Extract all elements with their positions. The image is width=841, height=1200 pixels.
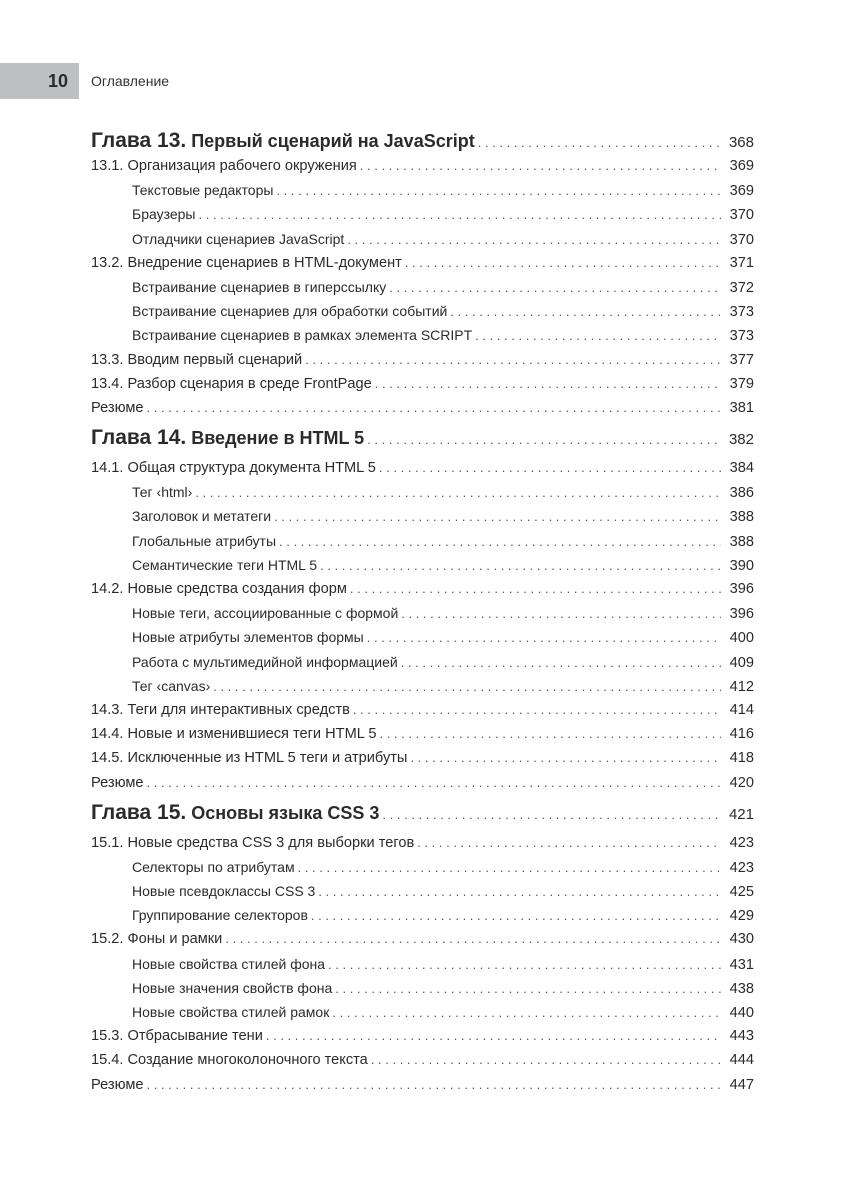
toc-sub-entry[interactable] <box>91 178 754 202</box>
chapter-title: Основы языка CSS 3 <box>191 802 380 823</box>
toc-section-entry[interactable] <box>91 1024 754 1048</box>
dot-leader <box>147 396 721 420</box>
page-header <box>0 63 400 99</box>
toc-section-entry[interactable] <box>91 1048 754 1072</box>
toc-entry-title: 14.4. Новые и изменившиеся теги HTML 5 <box>91 726 377 743</box>
toc-page-number: 386 <box>729 485 754 502</box>
toc-entry-title: Новые свойства стилей рамок <box>132 1004 330 1020</box>
toc-page-number: 369 <box>729 183 754 200</box>
toc-section-entry[interactable] <box>91 154 754 178</box>
toc-page-number: 379 <box>729 375 754 392</box>
toc-page-number: 447 <box>729 1076 754 1093</box>
toc-entry-title: Заголовок и метатеги <box>132 508 272 525</box>
toc-page-number: 440 <box>729 1005 754 1021</box>
toc-entry-title: Работа с мультимедийной информацией <box>132 653 398 670</box>
dot-leader <box>380 722 722 746</box>
dot-leader <box>367 626 721 650</box>
toc-entry-title: 15.4. Создание многоколоночного текста <box>91 1052 368 1069</box>
toc-sub-entry[interactable] <box>91 674 754 698</box>
toc-sub-entry[interactable] <box>91 1000 754 1024</box>
toc-sub-entry[interactable] <box>91 976 754 1000</box>
dot-leader <box>410 746 721 770</box>
toc-section-entry[interactable] <box>91 372 754 396</box>
toc-page-number: 423 <box>729 834 754 851</box>
dot-leader <box>298 856 721 880</box>
toc-entry-title: Новые псевдоклассы CSS 3 <box>132 883 316 900</box>
toc-page-number: 381 <box>729 399 754 416</box>
toc-entry-title: Тег ‹html› <box>132 484 193 501</box>
toc-sub-entry[interactable] <box>91 529 754 553</box>
dot-leader <box>335 977 721 1001</box>
toc-page-number: 382 <box>728 431 754 449</box>
toc-page-number: 400 <box>729 630 754 647</box>
dot-leader <box>450 300 721 324</box>
toc-entry-title: Глобальные атрибуты <box>132 532 277 549</box>
toc-page-number: 396 <box>729 581 754 597</box>
toc-page-number: 371 <box>729 254 754 271</box>
toc-page-number: 370 <box>729 231 754 248</box>
toc-sub-entry[interactable] <box>91 601 754 625</box>
toc-page-number: 425 <box>729 884 754 901</box>
dot-leader <box>375 372 721 396</box>
toc-entry-title: 13.4. Разбор сценария в среде FrontPage <box>91 375 372 392</box>
dot-leader <box>401 602 721 626</box>
toc-entry-title: 13.3. Вводим первый сценарий <box>91 351 303 368</box>
dot-leader <box>475 324 721 348</box>
toc-entry-title: Резюме <box>91 774 144 791</box>
toc-section-entry[interactable] <box>91 348 754 372</box>
toc-page-number: 388 <box>729 509 754 526</box>
toc-entry-title: 14.1. Общая структура документа HTML 5 <box>91 460 376 477</box>
dot-leader <box>199 203 722 227</box>
toc-entry-title: Встраивание сценариев в рамках элемента SCRIPT <box>132 327 473 344</box>
toc-section-entry[interactable] <box>91 927 754 951</box>
chapter-title: Первый сценарий на JavaScript <box>191 131 475 151</box>
toc-entry-title <box>91 420 364 456</box>
toc-page-number: 369 <box>729 158 754 174</box>
toc-page-number: 390 <box>729 557 754 574</box>
chapter-number: Глава 15. <box>91 800 187 824</box>
dot-leader <box>318 880 721 904</box>
toc-page-number: 418 <box>729 750 754 767</box>
toc-page-number: 416 <box>729 726 754 743</box>
dot-leader <box>279 530 721 554</box>
dot-leader <box>382 797 721 833</box>
toc-entry-title: Группирование селекторов <box>132 907 308 924</box>
running-head: Оглавление <box>91 73 170 89</box>
toc-page-number: 396 <box>729 606 754 623</box>
dot-leader <box>213 675 721 699</box>
toc-entry-title: Встраивание сценариев для обработки событий <box>132 303 448 320</box>
dot-leader <box>367 422 721 458</box>
toc-section-entry[interactable] <box>91 746 754 770</box>
toc-section-entry[interactable] <box>91 396 754 420</box>
toc-sub-entry[interactable] <box>91 879 754 903</box>
toc-page-number: 372 <box>729 279 754 296</box>
dot-leader <box>147 771 721 795</box>
dot-leader <box>417 831 721 855</box>
toc-entry-title: Новые атрибуты элементов формы <box>132 629 364 646</box>
toc-sub-entry[interactable] <box>91 323 754 347</box>
toc-section-entry[interactable] <box>91 831 754 855</box>
dot-leader <box>379 456 721 480</box>
toc-entry-title: 13.1. Организация рабочего окружения <box>91 158 357 174</box>
dot-leader <box>401 651 721 675</box>
toc-entry-title: 13.2. Внедрение сценариев в HTML-документ <box>91 254 402 271</box>
toc-page-number: 443 <box>729 1028 754 1045</box>
toc-entry-title: Семантические теги HTML 5 <box>132 556 318 573</box>
toc-sub-entry[interactable] <box>91 480 754 504</box>
toc-section-entry[interactable] <box>91 456 754 480</box>
toc-sub-entry[interactable] <box>91 625 754 649</box>
toc-page-number: 384 <box>729 460 754 477</box>
dot-leader <box>478 130 721 156</box>
dot-leader <box>371 1048 721 1072</box>
dot-leader <box>405 251 721 275</box>
toc-entry-title: Текстовые редакторы <box>132 182 274 199</box>
toc-section-entry[interactable] <box>91 722 754 746</box>
toc-page-number: 420 <box>729 774 754 791</box>
toc-page-number: 370 <box>729 207 754 224</box>
dot-leader <box>353 698 721 722</box>
toc-chapter-entry[interactable] <box>91 795 754 831</box>
dot-leader <box>276 179 721 203</box>
table-of-contents <box>91 128 754 1097</box>
toc-entry-title: Селекторы по атрибутам <box>132 858 295 875</box>
toc-page-number: 430 <box>729 931 754 948</box>
dot-leader <box>266 1024 721 1048</box>
toc-entry-title: Встраивание сценариев в гиперссылку <box>132 278 387 295</box>
toc-sub-entry[interactable] <box>91 275 754 299</box>
toc-entry-title: Отладчики сценариев JavaScript <box>132 230 345 247</box>
toc-sub-entry[interactable] <box>91 952 754 976</box>
toc-sub-entry[interactable] <box>91 202 754 226</box>
toc-entry-title: 15.1. Новые средства CSS 3 для выборки тегов <box>91 834 415 851</box>
toc-page-number: 421 <box>728 805 754 823</box>
toc-sub-entry[interactable] <box>91 504 754 528</box>
toc-section-entry[interactable] <box>91 1073 754 1097</box>
toc-entry-title: Браузеры <box>132 206 196 223</box>
toc-entry-title: Новые свойства стилей фона <box>132 955 326 972</box>
dot-leader <box>225 927 721 951</box>
dot-leader <box>274 505 721 529</box>
toc-section-entry[interactable] <box>91 577 754 601</box>
toc-page-number: 423 <box>729 859 754 876</box>
toc-entry-title: Резюме <box>91 399 144 416</box>
toc-sub-entry[interactable] <box>91 903 754 927</box>
dot-leader <box>347 228 721 252</box>
toc-sub-entry[interactable] <box>91 553 754 577</box>
toc-page-number: 438 <box>729 980 754 997</box>
toc-entry-title: 15.3. Отбрасывание тени <box>91 1028 263 1045</box>
toc-sub-entry[interactable] <box>91 299 754 323</box>
toc-entry-title: Тег ‹canvas› <box>132 677 211 694</box>
toc-entry-title <box>91 795 379 831</box>
toc-sub-entry[interactable] <box>91 855 754 879</box>
toc-entry-title: 15.2. Фоны и рамки <box>91 931 223 948</box>
toc-entry-title: Новые теги, ассоциированные с формой <box>132 605 399 622</box>
toc-chapter-entry[interactable] <box>91 420 754 456</box>
toc-page-number: 429 <box>729 908 754 925</box>
toc-page-number: 431 <box>729 956 754 973</box>
dot-leader <box>389 276 721 300</box>
toc-page-number: 409 <box>729 654 754 671</box>
dot-leader <box>195 481 721 505</box>
toc-entry-title: 14.2. Новые средства создания форм <box>91 581 347 597</box>
toc-page-number: 388 <box>729 533 754 550</box>
toc-entry-title: Резюме <box>91 1076 144 1093</box>
toc-sub-entry[interactable] <box>91 650 754 674</box>
dot-leader <box>305 348 721 372</box>
toc-page-number: 377 <box>729 351 754 368</box>
toc-page-number: 414 <box>729 701 754 718</box>
dot-leader <box>147 1073 721 1097</box>
toc-section-entry[interactable] <box>91 698 754 722</box>
toc-section-entry[interactable] <box>91 251 754 275</box>
chapter-title: Введение в HTML 5 <box>191 428 365 449</box>
toc-page-number: 412 <box>729 678 754 695</box>
toc-chapter-entry[interactable] <box>91 128 754 154</box>
page-number: 10 <box>0 63 79 99</box>
chapter-number: Глава 14. <box>91 426 187 450</box>
toc-page-number: 373 <box>729 304 754 321</box>
toc-entry-title: 14.3. Теги для интерактивных средств <box>91 701 350 718</box>
toc-entry-title: Новые значения свойств фона <box>132 979 333 996</box>
dot-leader <box>360 154 721 178</box>
dot-leader <box>311 904 721 928</box>
toc-entry-title: 14.5. Исключенные из HTML 5 теги и атрибуты <box>91 750 408 767</box>
toc-sub-entry[interactable] <box>91 227 754 251</box>
chapter-number: Глава 13. <box>91 129 187 152</box>
toc-entry-title <box>91 128 475 154</box>
dot-leader <box>350 577 721 601</box>
toc-section-entry[interactable] <box>91 771 754 795</box>
dot-leader <box>328 953 721 977</box>
dot-leader <box>332 1001 721 1025</box>
toc-page-number: 368 <box>728 134 754 151</box>
dot-leader <box>320 554 721 578</box>
toc-page-number: 373 <box>729 328 754 345</box>
toc-page-number: 444 <box>729 1052 754 1069</box>
